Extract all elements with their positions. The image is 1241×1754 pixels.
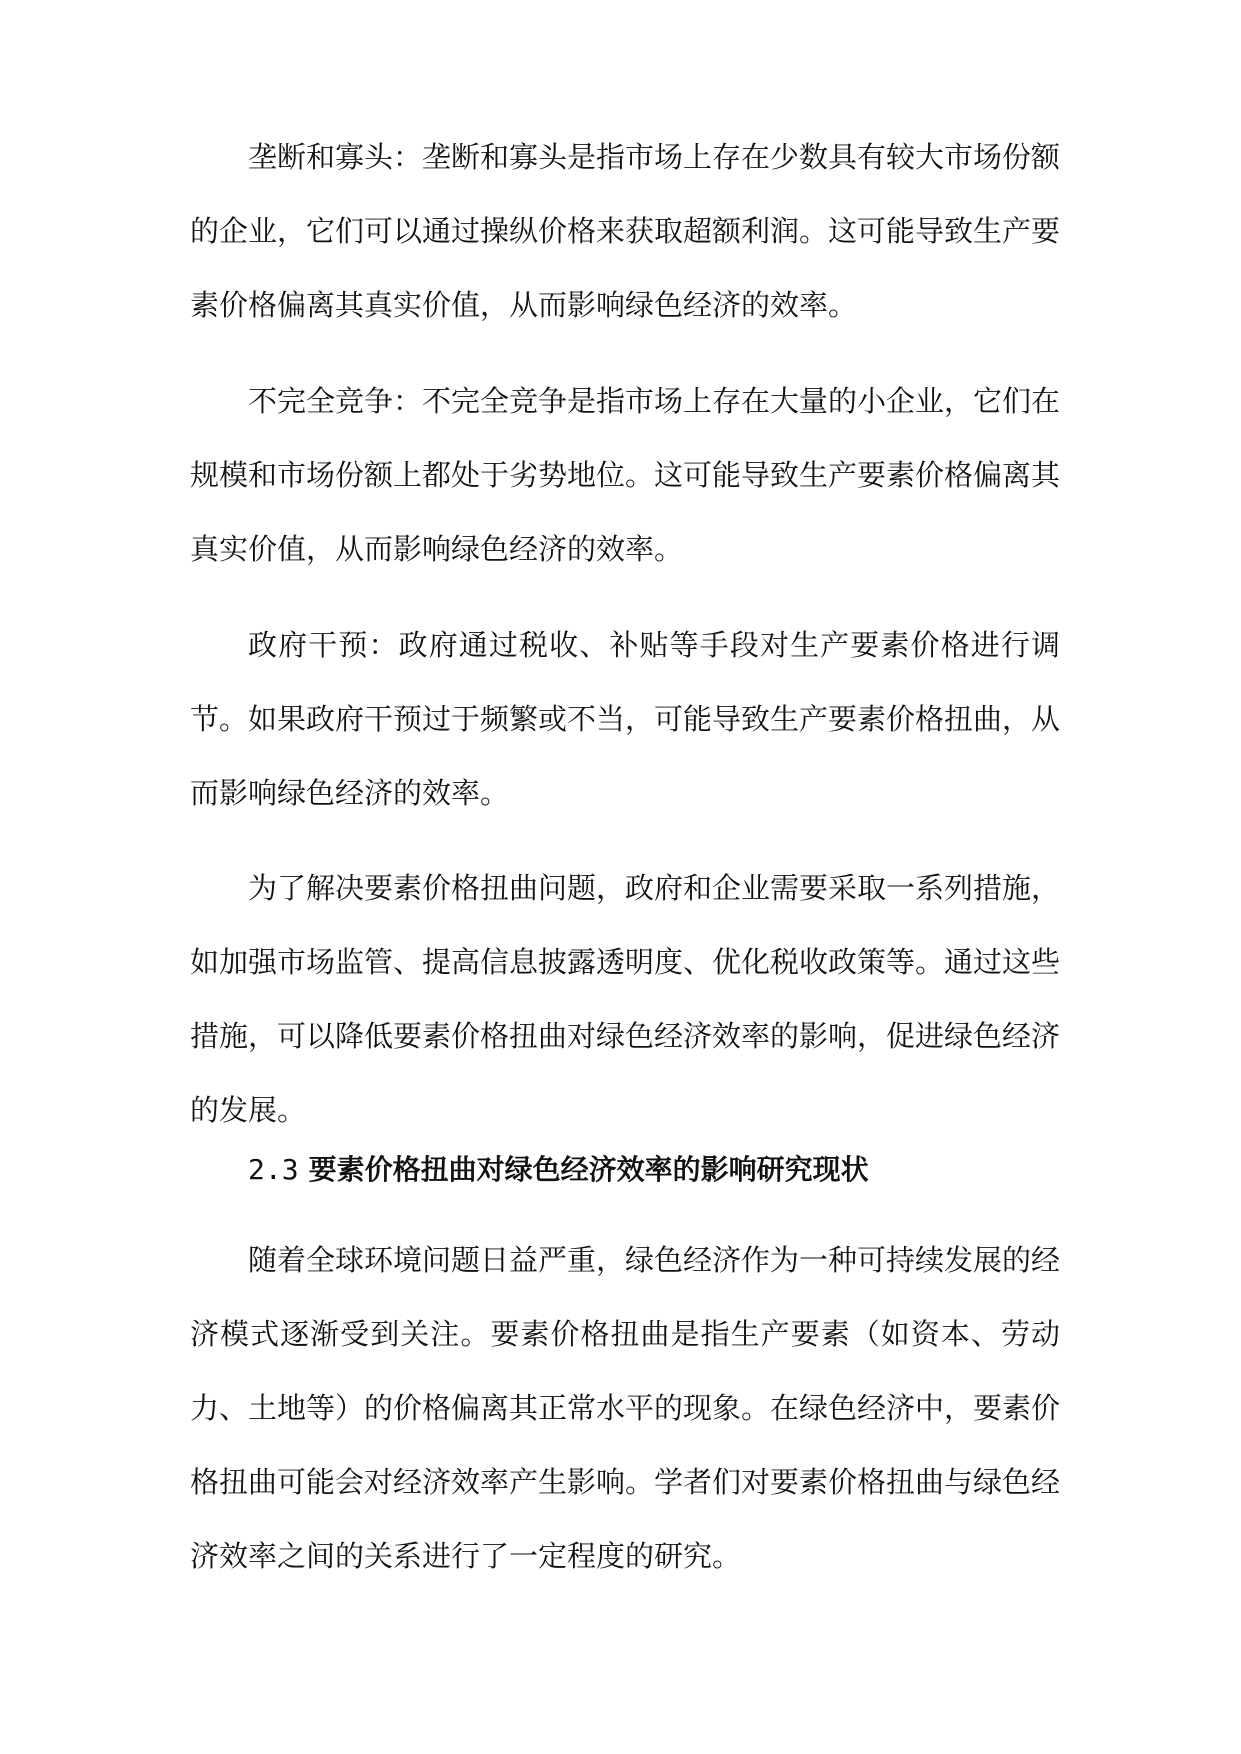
paragraph-imperfect-competition: 不完全竞争：不完全竞争是指市场上存在大量的小企业，它们在规模和市场份额上都处于劣势地位。这可能导致生产要素价格偏离其真实价值，从而影响绿色经济的效率。	[190, 384, 1061, 566]
paragraph-government-intervention: 政府干预：政府通过税收、补贴等手段对生产要素价格进行调节。如果政府干预过于频繁或不当，可能导致生产要素价格扭曲，从而影响绿色经济的效率。	[190, 628, 1061, 810]
section-number: 2.3	[248, 1153, 299, 1186]
paragraph-research-status: 随着全球环境问题日益严重，绿色经济作为一种可持续发展的经济模式逐渐受到关注。要素价格扭曲是指生产要素（如资本、劳动力、土地等）的价格偏离其正常水平的现象。在绿色经济中，要素价格扭曲可能会对经济效率产生影响。学者们对要素价格扭曲与绿色经济效率之间的关系进行了一定程度的研究。	[190, 1243, 1061, 1573]
section-heading	[248, 1150, 869, 1190]
section-title: 要素价格扭曲对绿色经济效率的影响研究现状	[308, 1153, 869, 1186]
paragraph-monopoly: 垄断和寡头：垄断和寡头是指市场上存在少数具有较大市场份额的企业，它们可以通过操纵价格来获取超额利润。这可能导致生产要素价格偏离其真实价值，从而影响绿色经济的效率。	[190, 140, 1061, 322]
paragraph-solutions: 为了解决要素价格扭曲问题，政府和企业需要采取一系列措施，如加强市场监管、提高信息披露透明度、优化税收政策等。通过这些措施，可以降低要素价格扭曲对绿色经济效率的影响，促进绿色经济的发展。	[190, 871, 1061, 1127]
